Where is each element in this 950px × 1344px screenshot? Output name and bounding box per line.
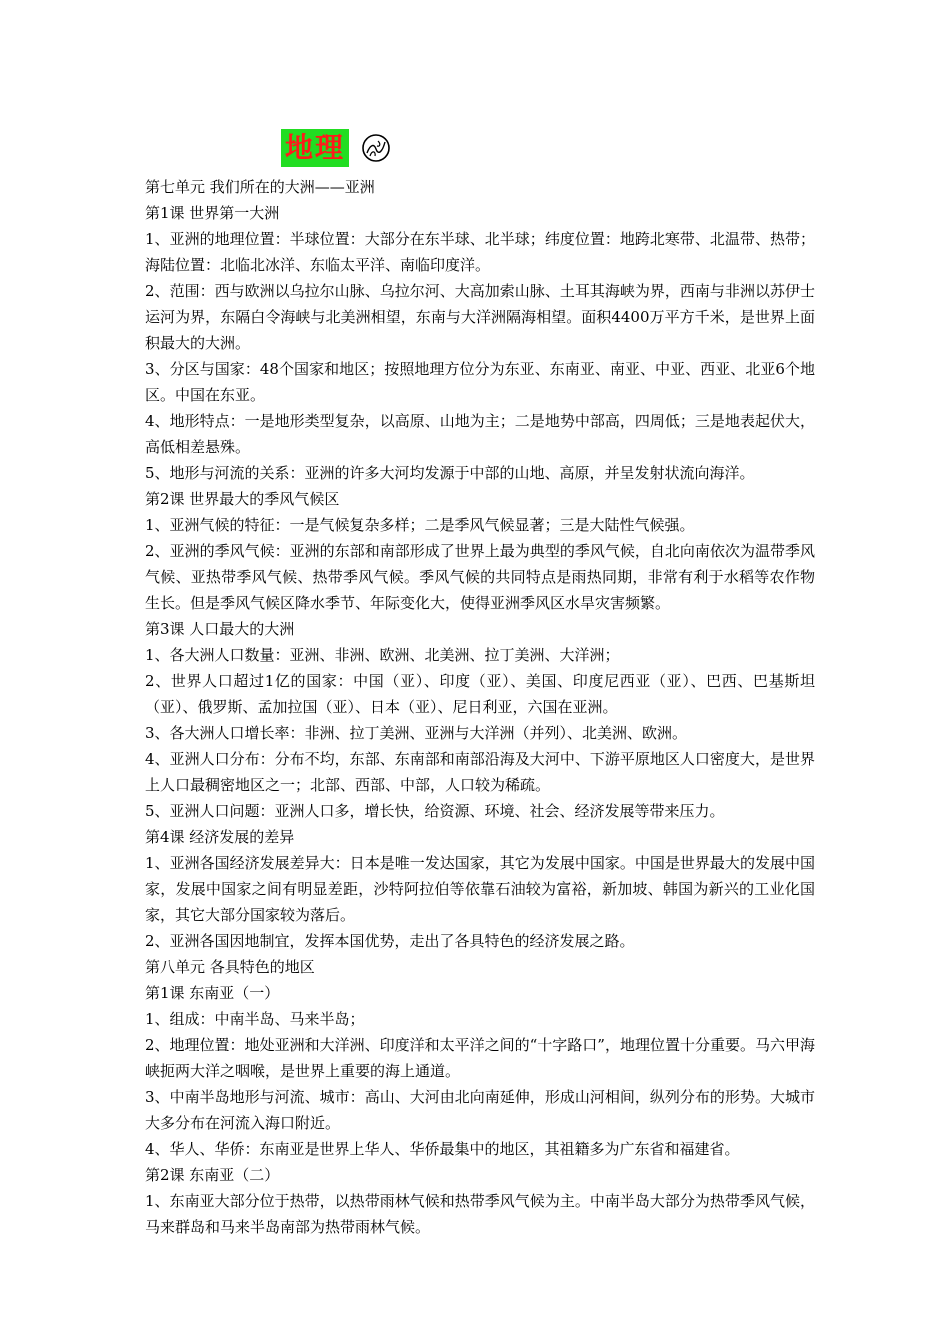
unit-heading: 第七单元 我们所在的大洲——亚洲: [145, 178, 375, 196]
paragraph: 1、东南亚大部分位于热带，以热带雨林气候和热带季风气候为主。中南半岛大部分为热带季风气候，马来群岛和马来半岛南部为热带雨林气候。: [145, 1192, 815, 1236]
emblem-icon: [361, 133, 391, 163]
paragraph: 5、亚洲人口问题：亚洲人口多，增长快，给资源、环境、社会、经济发展等带来压力。: [145, 802, 725, 820]
unit-heading: 第八单元 各具特色的地区: [145, 958, 315, 976]
lesson-heading: 第2课 世界最大的季风气候区: [145, 490, 340, 508]
lesson-heading: 第1课 世界第一大洲: [145, 204, 280, 222]
paragraph: 3、中南半岛地形与河流、城市：高山、大河由北向南延伸，形成山河相间，纵列分布的形势。大城市大多分布在河流入海口附近。: [145, 1088, 815, 1132]
paragraph: 2、范围：西与欧洲以乌拉尔山脉、乌拉尔河、大高加索山脉、土耳其海峡为界，西南与非洲以苏伊士运河为界，东隔白令海峡与北美洲相望，东南与大洋洲隔海相望。面积4400万平方千米，是世界上面积最大的大洲。: [145, 282, 815, 352]
paragraph: 1、组成：中南半岛、马来半岛；: [145, 1010, 365, 1028]
paragraph: 2、亚洲各国因地制宜，发挥本国优势，走出了各具特色的经济发展之路。: [145, 932, 635, 950]
paragraph: 4、亚洲人口分布：分布不均，东部、东南部和南部沿海及大河中、下游平原地区人口密度大，是世界上人口最稠密地区之一；北部、西部、中部，人口较为稀疏。: [145, 750, 815, 794]
paragraph: 1、亚洲各国经济发展差异大：日本是唯一发达国家，其它为发展中国家。中国是世界最大的发展中国家，发展中国家之间有明显差距，沙特阿拉伯等依靠石油较为富裕，新加坡、韩国为新兴的工业化国家，其它大部分国家较为落后。: [145, 854, 815, 924]
paragraph: 2、世界人口超过1亿的国家：中国（亚）、印度（亚）、美国、印度尼西亚（亚）、巴西、巴基斯坦（亚）、俄罗斯、孟加拉国（亚）、日本（亚）、尼日利亚，六国在亚洲。: [145, 672, 815, 716]
paragraph: 2、地理位置：地处亚洲和大洋洲、印度洋和太平洋之间的“十字路口”，地理位置十分重要。马六甲海峡扼两大洋之咽喉，是世界上重要的海上通道。: [145, 1036, 815, 1080]
lesson-heading: 第1课 东南亚（一）: [145, 984, 280, 1002]
lesson-heading: 第2课 东南亚（二）: [145, 1166, 280, 1184]
paragraph: 2、亚洲的季风气候：亚洲的东部和南部形成了世界上最为典型的季风气候，自北向南依次为温带季风气候、亚热带季风气候、热带季风气候。季风气候的共同特点是雨热同期，非常有利于水稻等农作物生长。但是季风气候区降水季节、年际变化大，使得亚洲季风区水旱灾害频繁。: [145, 542, 815, 612]
lesson-heading: 第4课 经济发展的差异: [145, 828, 295, 846]
paragraph: 1、亚洲气候的特征：一是气候复杂多样；二是季风气候显著；三是大陆性气候强。: [145, 516, 695, 534]
document-body: [145, 174, 815, 1240]
paragraph: 5、地形与河流的关系：亚洲的许多大河均发源于中部的山地、高原，并呈发射状流向海洋。: [145, 464, 755, 482]
paragraph: 3、各大洲人口增长率：非洲、拉丁美洲、亚洲与大洋洲（并列）、北美洲、欧洲。: [145, 724, 688, 742]
title-row: [281, 128, 391, 168]
lesson-heading: 第3课 人口最大的大洲: [145, 620, 295, 638]
paragraph: 4、地形特点：一是地形类型复杂，以高原、山地为主；二是地势中部高，四周低；三是地表起伏大，高低相差悬殊。: [145, 412, 815, 456]
paragraph: 4、华人、华侨：东南亚是世界上华人、华侨最集中的地区，其祖籍多为广东省和福建省。: [145, 1140, 740, 1158]
paragraph: 1、亚洲的地理位置：半球位置：大部分在东半球、北半球；纬度位置：地跨北寒带、北温带、热带；海陆位置：北临北冰洋、东临太平洋、南临印度洋。: [145, 230, 815, 274]
paragraph: 1、各大洲人口数量：亚洲、非洲、欧洲、北美洲、拉丁美洲、大洋洲；: [145, 646, 620, 664]
paragraph: 3、分区与国家：48个国家和地区；按照地理方位分为东亚、东南亚、南亚、中亚、西亚、北亚6个地区。中国在东亚。: [145, 360, 815, 404]
page-title: 地理: [281, 129, 349, 167]
